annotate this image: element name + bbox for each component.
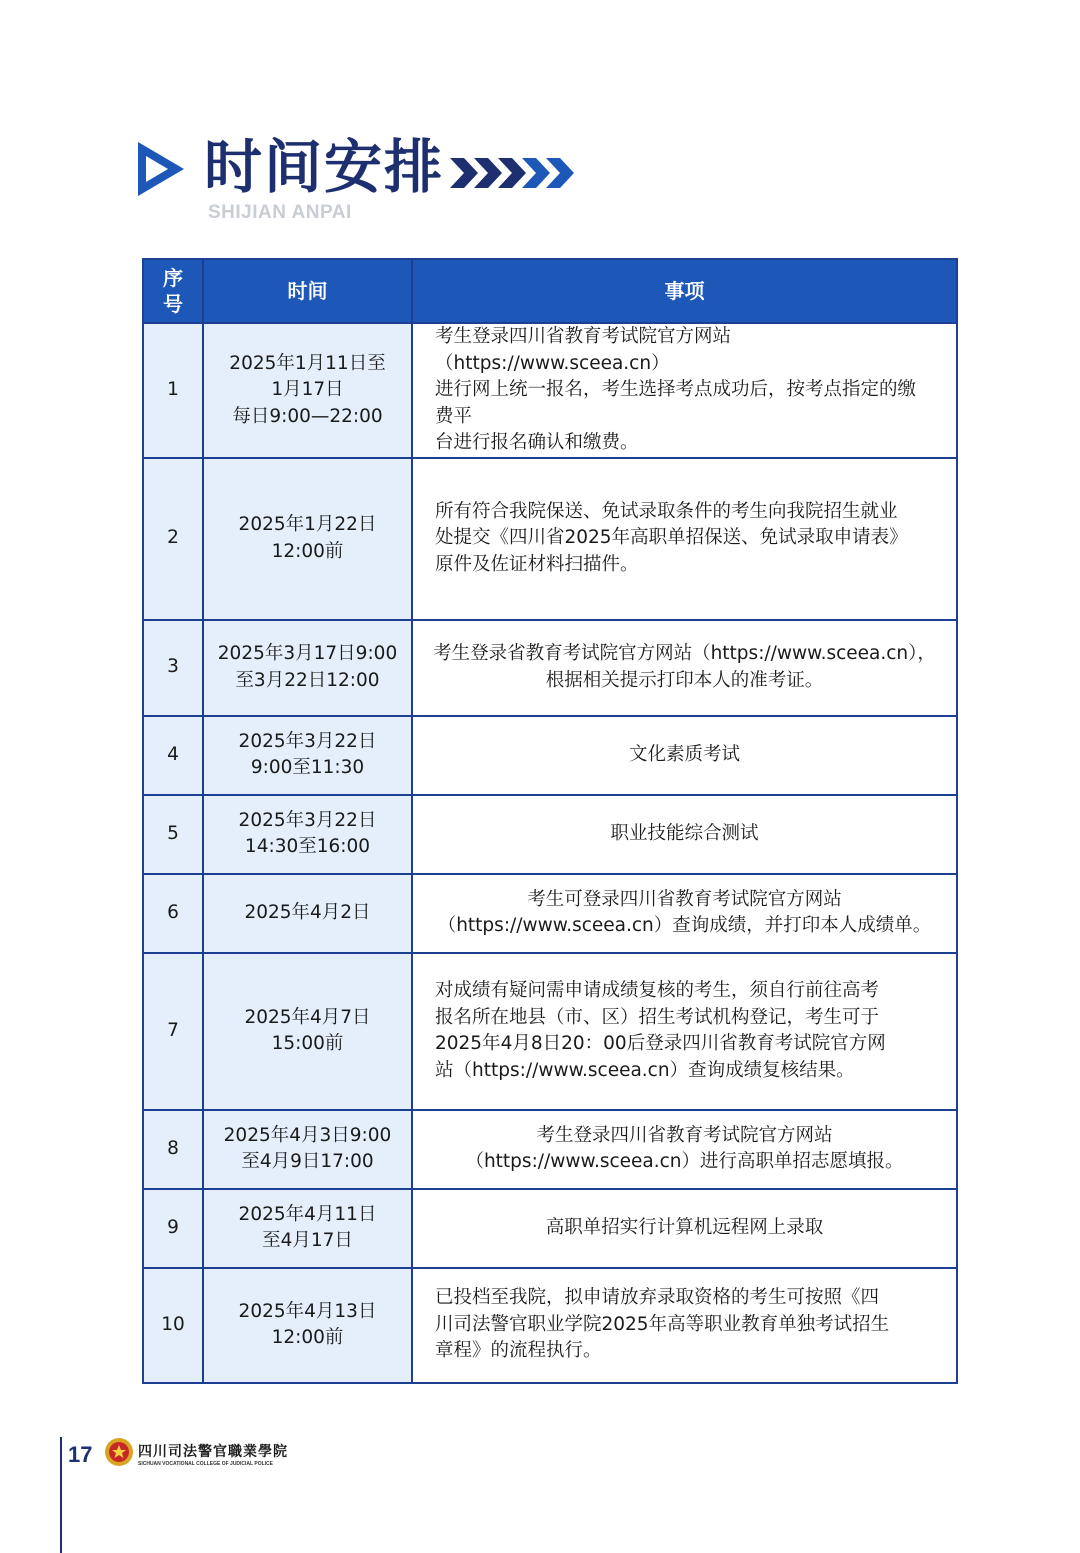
item-cell [412,953,957,1110]
item-line: 考生登录省教育考试院官方网站（https://www.sceea.cn）， [433,643,936,664]
time-line: 14:30至16:00 [244,836,371,857]
time-line: 每日9:00—22:00 [232,405,383,427]
column-header-item: 事项 [412,259,957,323]
seq-cell: 10 [143,1268,203,1383]
seq-cell: 6 [143,874,203,953]
table-row [143,874,957,953]
seq-cell: 1 [143,323,203,458]
item-line: 文化素质考试 [628,743,740,765]
column-header-time: 时间 [203,259,412,323]
item-line: 所有符合我院保送、免试录取条件的考生向我院招生就业 [435,500,898,522]
item-line: 考生登录四川省教育考试院官方网站 [536,1124,833,1146]
page-title: 时间安排 [204,133,445,201]
police-emblem-icon [104,1437,134,1467]
item-cell [412,795,957,874]
time-cell [203,953,412,1110]
item-line: 原件及佐证材料扫描件。 [435,553,639,575]
time-cell [203,1110,412,1189]
time-line: 2025年4月7日 [244,1006,371,1028]
time-cell [203,1268,412,1383]
item-line: 进行网上统一报名，考生选择考点成功后，按考点指定的缴费平 [435,379,917,427]
time-line: 2025年4月2日 [244,901,371,923]
table-row [143,716,957,795]
table-row [143,795,957,874]
table-row [143,458,957,620]
seq-cell: 8 [143,1110,203,1189]
time-line: 2025年4月3日9:00 [223,1124,392,1146]
item-cell [412,1189,957,1268]
chevrons-icon [450,158,578,188]
item-cell [412,874,957,953]
seq-cell: 9 [143,1189,203,1268]
page-number: 17 [68,1442,93,1467]
table-row [143,953,957,1110]
table-row [143,1268,957,1383]
school-name: 四川司法警官職業學院 [138,1444,288,1460]
time-cell [203,874,412,953]
time-line: 12:00前 [271,540,344,562]
time-line: 至3月22日12:00 [235,669,380,691]
footer-divider [60,1437,62,1553]
triangle-icon [138,142,188,196]
item-cell [412,1268,957,1383]
seq-cell: 7 [143,953,203,1110]
school-name-en: SICHUAN VOCATIONAL COLLEGE OF JUDICIAL POLICE [138,1461,274,1467]
table-header-row [143,259,957,323]
item-line: 2025年4月8日20：00后登录四川省教育考试院官方网 [435,1033,886,1054]
item-line: 职业技能综合测试 [610,822,759,844]
item-line: 处提交《四川省2025年高职单招保送、免试录取申请表》 [435,527,908,549]
time-cell [203,323,412,458]
item-line: 章程》的流程执行。 [435,1340,602,1362]
time-line: 15:00前 [271,1033,344,1054]
column-header-seq: 序号 [143,259,203,323]
seq-cell: 2 [143,458,203,620]
time-line: 12:00前 [271,1327,344,1348]
time-line: 至4月17日 [262,1230,353,1251]
time-line: 2025年4月11日 [238,1203,377,1225]
item-line: 站（https://www.sceea.cn）查询成绩复核结果。 [435,1059,855,1081]
item-cell [412,1110,957,1189]
time-cell [203,1189,412,1268]
item-line: 已投档至我院，拟申请放弃录取资格的考生可按照《四 [435,1287,880,1309]
item-line: 高职单招实行计算机远程网上录取 [545,1216,824,1238]
time-line: 2025年4月13日 [238,1300,377,1322]
time-line: 9:00至11:30 [250,757,365,778]
time-line: 2025年1月11日至 [229,352,386,374]
item-line: 川司法警官职业学院2025年高等职业教育单独考试招生 [435,1313,890,1335]
item-cell [412,620,957,716]
schedule-table [142,258,958,1384]
time-cell [203,458,412,620]
time-line: 2025年1月22日 [238,514,377,535]
time-line: 2025年3月22日 [238,730,377,752]
time-cell [203,620,412,716]
seq-cell: 4 [143,716,203,795]
table-row [143,1189,957,1268]
time-cell [203,716,412,795]
time-line: 至4月9日17:00 [241,1151,374,1172]
item-line: 报名所在地县（市、区）招生考试机构登记，考生可于 [435,1006,880,1028]
item-cell [412,458,957,620]
seq-cell: 5 [143,795,203,874]
table-row [143,620,957,716]
time-line: 2025年3月17日9:00 [217,643,398,664]
table-row [143,1110,957,1189]
item-line: （https://www.sceea.cn）查询成绩，并打印本人成绩单。 [437,915,932,936]
table-row [143,323,957,458]
item-line: （https://www.sceea.cn）进行高职单招志愿填报。 [465,1151,904,1172]
item-cell [412,716,957,795]
item-line: 考生登录四川省教育考试院官方网站（https://www.sceea.cn） [435,326,732,374]
page-subtitle: SHIJIAN ANPAI [208,202,352,223]
item-line: 对成绩有疑问需申请成绩复核的考生，须自行前往高考 [435,980,880,1001]
item-cell [412,323,957,458]
seq-cell: 3 [143,620,203,716]
time-line: 1月17日 [271,379,344,400]
item-line: 考生可登录四川省教育考试院官方网站 [527,888,842,910]
time-line: 2025年3月22日 [238,809,377,831]
item-line: 台进行报名确认和缴费。 [435,432,639,453]
item-line: 根据相关提示打印本人的准考证。 [545,669,824,691]
time-cell [203,795,412,874]
